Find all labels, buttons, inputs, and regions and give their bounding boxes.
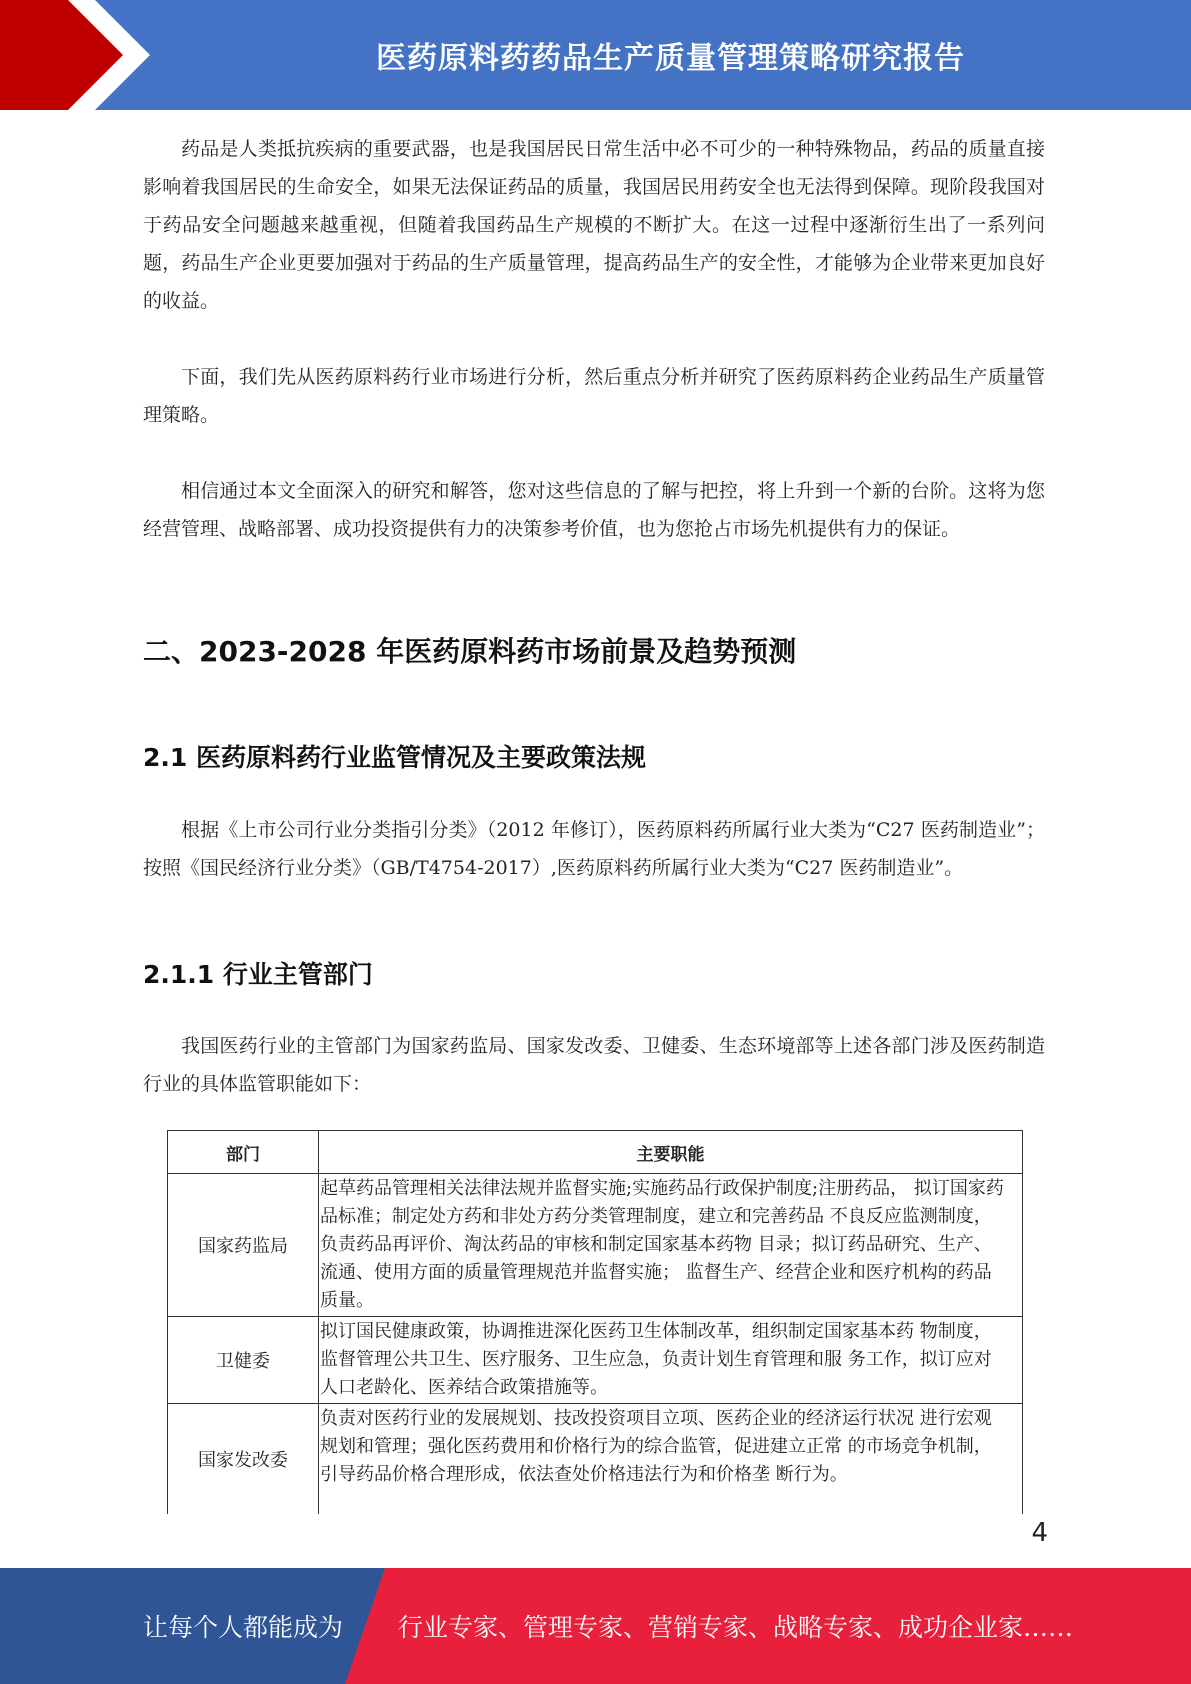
table-cell-duty: 起草药品管理相关法律法规并监督实施;实施药品行政保护制度;注册药品， 拟订国家药品标准；制定处方药和非处方药分类管理制度，建立和完善药品 不良反应监测制度，负责药品再评价、淘汰药品的审核和制定国家基本药物 目录；拟订药品研究、生产、流通、使用方面的质量管理规范并监督实施； 监督生产、经营企业和医疗机构的药品质量。: [319, 1174, 1023, 1317]
intro-paragraph-1: 药品是人类抵抗疾病的重要武器，也是我国居民日常生活中必不可少的一种特殊物品，药品的质量直接影响着我国居民的生命安全，如果无法保证药品的质量，我国居民用药安全也无法得到保障。现阶段我国对于药品安全问题越来越重视，但随着我国药品生产规模的不断扩大。在这一过程中逐渐衍生出了一系列问题，药品生产企业更要加强对于药品的生产质量管理，提高药品生产的安全性，才能够为企业带来更加良好的收益。: [143, 138, 1045, 312]
page-header: [0, 0, 1191, 110]
section-2-1-paragraph: 根据《上市公司行业分类指引分类》（2012 年修订），医药原料药所属行业大类为“C27 医药制造业”；按照《国民经济行业分类》（GB/T4754-2017）,医药原料药所属行业大类为“C27 医药制造业”。: [143, 819, 1045, 879]
table-header-duty: 主要职能: [319, 1131, 1023, 1174]
table-row: [168, 1174, 1023, 1317]
table-cell-dept: 国家药监局: [168, 1174, 319, 1317]
intro-paragraph-2: 下面，我们先从医药原料药行业市场进行分析，然后重点分析并研究了医药原料药企业药品生产质量管理策略。: [143, 366, 1045, 426]
table-header-dept: 部门: [168, 1131, 319, 1174]
table-cell-dept: 国家发改委: [168, 1404, 319, 1514]
section-2-1-1-heading: 2.1.1 行业主管部门: [143, 960, 373, 989]
intro-paragraph-3: 相信通过本文全面深入的研究和解答，您对这些信息的了解与把控，将上升到一个新的台阶。这将为您经营管理、战略部署、成功投资提供有力的决策参考价值，也为您抢占市场先机提供有力的保证。: [143, 480, 1045, 540]
chevron-arrow-icon: [0, 0, 160, 110]
table-cell-dept: 卫健委: [168, 1317, 319, 1404]
page-number: 4: [1031, 1518, 1048, 1548]
footer-slogan-left: 让每个人都能成为: [143, 1613, 344, 1642]
table-cell-duty: 负责对医药行业的发展规划、技改投资项目立项、医药企业的经济运行状况 进行宏观规划和管理；强化医药费用和价格行为的综合监管，促进建立正常 的市场竞争机制，引导药品价格合理形成，依法查处价格违法行为和价格垄 断行为。: [319, 1404, 1023, 1514]
section-2-heading: 二、2023-2028 年医药原料药市场前景及趋势预测: [143, 635, 797, 668]
footer-slogan-right: 行业专家、管理专家、营销专家、战略专家、成功企业家……: [398, 1613, 1074, 1642]
intro-section: [143, 130, 1045, 548]
table-header-row: [168, 1131, 1023, 1174]
table-cell-duty: 拟订国民健康政策，协调推进深化医药卫生体制改革，组织制定国家基本药 物制度，监督管理公共卫生、医疗服务、卫生应急，负责计划生育管理和服 务工作，拟订应对人口老龄化、医养结合政策措施等。: [319, 1317, 1023, 1404]
section-2-1-body: [143, 811, 1045, 887]
regulator-duties-table: [167, 1130, 1023, 1514]
section-2-1-1-body: [143, 1027, 1045, 1103]
section-2-1-heading: 2.1 医药原料药行业监管情况及主要政策法规: [143, 743, 646, 772]
report-title: 医药原料药药品生产质量管理策略研究报告: [376, 41, 965, 76]
section-2-1-1-paragraph: 我国医药行业的主管部门为国家药监局、国家发改委、卫健委、生态环境部等上述各部门涉及医药制造行业的具体监管职能如下：: [143, 1035, 1045, 1095]
table-row: [168, 1317, 1023, 1404]
table-row: [168, 1404, 1023, 1514]
page-footer: [0, 1568, 1191, 1684]
